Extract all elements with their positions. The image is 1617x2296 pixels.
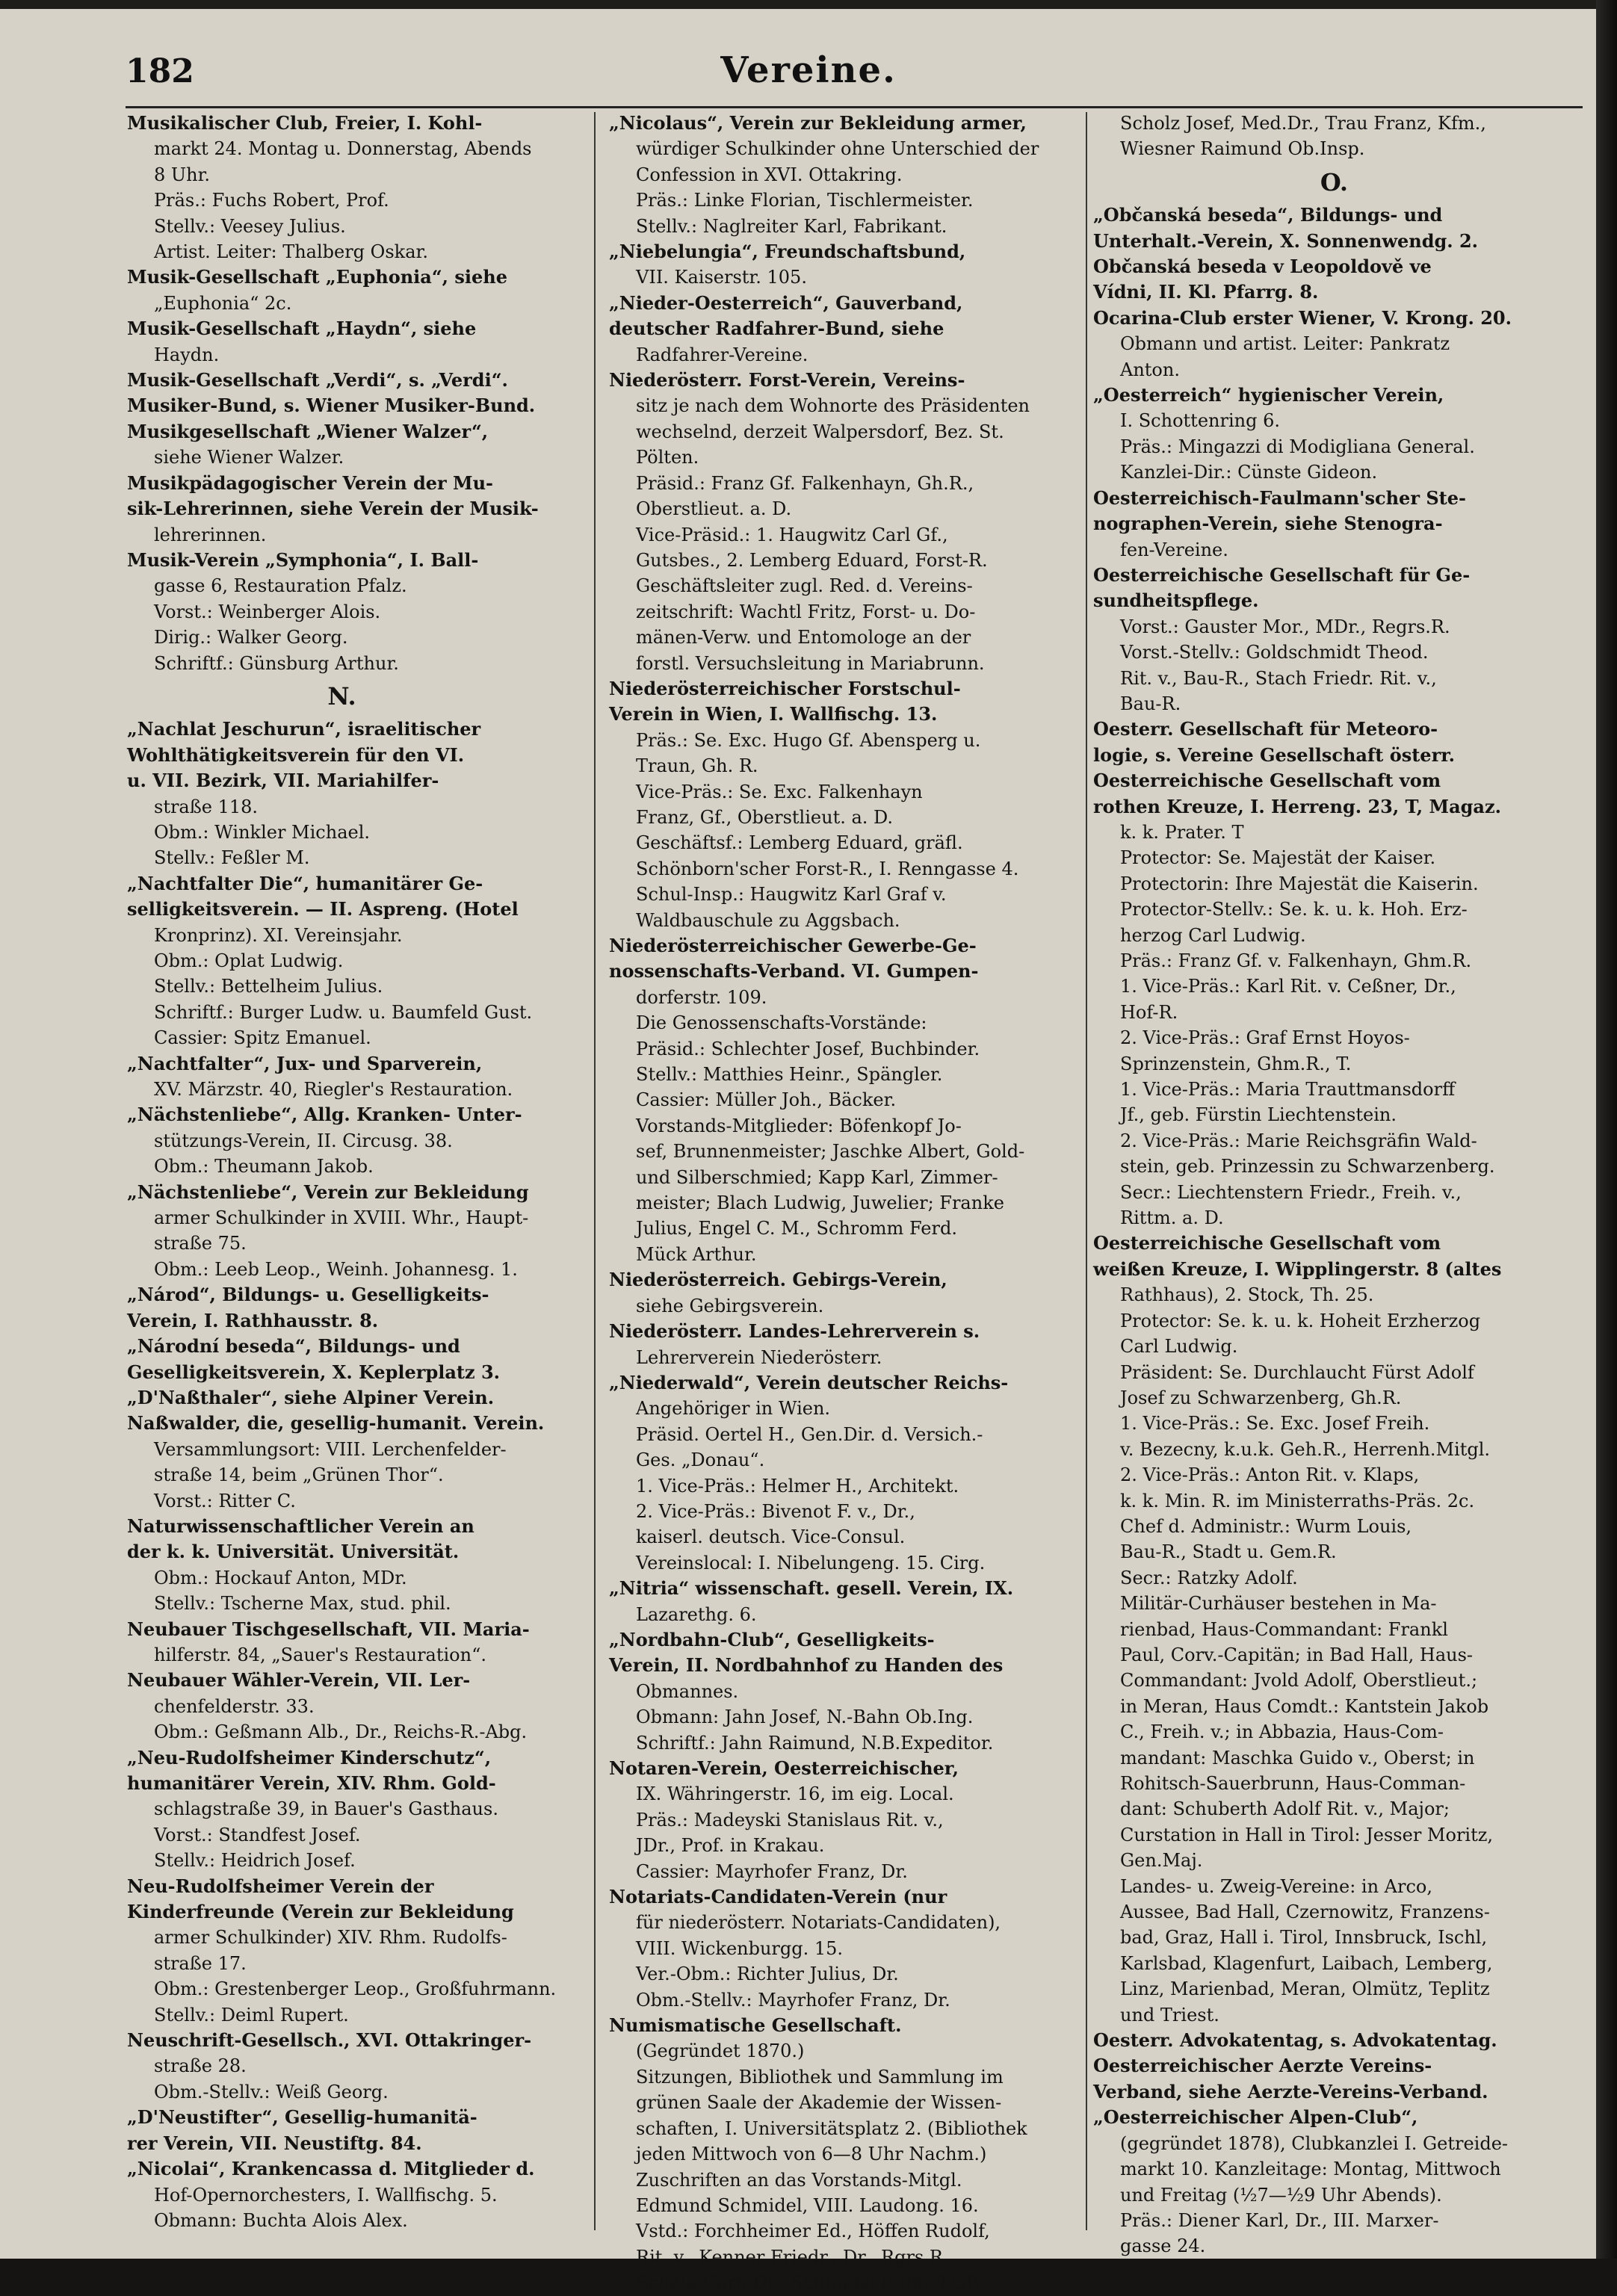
entry-text-line: Vice-Präs.: Se. Exc. Falkenhayn <box>636 781 923 802</box>
entry-heading-line: „Národní beseda“, Bildungs- und <box>127 1335 460 1358</box>
entry-text-line: C., Freih. v.; in Abbazia, Haus-Com- <box>1120 1721 1444 1743</box>
entry-heading-line: Musikgesellschaft „Wiener Walzer“, <box>127 420 489 442</box>
entry-text-line: Präsid. Oertel H., Gen.Dir. d. Versich.- <box>636 1423 983 1445</box>
entry-text-line: Hof-Opernorchesters, I. Wallfischg. 5. <box>154 2184 498 2206</box>
entry-heading-line: „Nachlat Jeschurun“, israelitischer <box>127 718 481 740</box>
entry-text-line: Linz, Marienbad, Meran, Olmütz, Teplitz <box>1120 1978 1490 2000</box>
entry-text-line: Ges. „Donau“. <box>636 1449 765 1471</box>
entry-text-line: sitz je nach dem Wohnorte des Präsidenten <box>636 395 1030 417</box>
entry-text-line: Obm.: Theumann Jakob. <box>154 1156 374 1178</box>
entry-text-line: Vorst.: Standfest Josef. <box>154 1824 361 1845</box>
entry-text-line: würdiger Schulkinder ohne Unterschied der <box>636 138 1039 160</box>
entry-text-line: I. Schottenring 6. <box>1120 410 1280 432</box>
entry-text-line: 1. Vice-Präs.: Se. Exc. Josef Freih. <box>1120 1413 1430 1435</box>
entry-heading-line: Niederösterr. Forst-Verein, Vereins- <box>609 369 965 392</box>
page-number: 182 <box>126 52 194 90</box>
entry-text-line: 2. Vice-Präs.: Bivenot F. v., Dr., <box>636 1500 915 1522</box>
entry-heading-line: Verein, II. Nordbahnhof zu Handen des <box>609 1654 1004 1677</box>
entry-heading-line: der k. k. Universität. Universität. <box>127 1541 460 1563</box>
entry-heading-line: „Nächstenliebe“, Allg. Kranken- Unter- <box>127 1104 522 1126</box>
entry-text-line: Präs.: Se. Exc. Hugo Gf. Abensperg u. <box>636 729 981 751</box>
entry-text-line: Stellv.: Tscherne Max, stud. phil. <box>154 1593 451 1615</box>
entry-text-line: Vereinslocal: I. Nibelungeng. 15. Cirg. <box>636 1552 986 1574</box>
entry-text-line: Artist. Leiter: Thalberg Oskar. <box>154 241 428 263</box>
entry-heading-line: Neuschrift-Gesellsch., XVI. Ottakringer- <box>127 2029 532 2052</box>
entry-text-line: mänen-Verw. und Entomologe an der <box>636 627 971 649</box>
entry-text-line: markt 24. Montag u. Donnerstag, Abends <box>154 138 532 160</box>
entry-heading-line: Verein, I. Rathhausstr. 8. <box>127 1309 379 1331</box>
entry-text-line: Schalk Carl, Dr., Schmidel Edm., LGR., <box>636 2272 992 2294</box>
entry-heading-line: Niederösterr. Landes-Lehrerverein s. <box>609 1320 980 1343</box>
entry-text-line: IX. Währingerstr. 16, im eig. Local. <box>636 1783 954 1805</box>
entry-text-line: Oberstlieut. a. D. <box>636 498 792 520</box>
entry-text-line: Secr.: Ratzky Adolf. <box>1120 1567 1298 1588</box>
entry-text-line: Rit. v., Bau-R., Stach Friedr. Rit. v., <box>1120 667 1437 689</box>
entry-text-line: k. k. Prater. T <box>1120 821 1244 843</box>
entry-text-line: Protector-Stellv.: Se. k. u. k. Hoh. Erz- <box>1120 899 1468 920</box>
entry-heading-line: rothen Kreuze, I. Herreng. 23, T, Magaz. <box>1093 795 1501 817</box>
entry-heading-line: Musikalischer Club, Freier, I. Kohl- <box>127 112 483 134</box>
entry-text-line: Vorst.: Weinberger Alois. <box>154 601 381 622</box>
entry-text-line: lehrerinnen. <box>154 524 267 545</box>
entry-text-line: Vorst.: Ritter C. <box>154 1490 296 1511</box>
entry-text-line: Sprinzenstein, Ghm.R., T. <box>1120 1053 1352 1074</box>
entry-text-line: Cassier: Müller Joh., Bäcker. <box>636 1089 897 1111</box>
entry-heading-line: „Nachtfalter Die“, humanitärer Ge- <box>127 872 483 894</box>
entry-heading-line: nossenschafts-Verband. VI. Gumpen- <box>609 960 979 983</box>
entry-heading-line: Oesterreichische Gesellschaft vom <box>1093 1232 1441 1254</box>
entry-text-line: Bau-R. <box>1120 693 1181 714</box>
entry-heading-line: Musiker-Bund, s. Wiener Musiker-Bund. <box>127 394 536 417</box>
entry-heading-line: „Národ“, Bildungs- u. Geselligkeits- <box>127 1284 489 1306</box>
entry-text-line: Rit. v., Kenner Friedr., Dr., Rgrs.R., <box>636 2246 955 2268</box>
scan-edge-right <box>1596 0 1617 2259</box>
entry-text-line: VIII. Wickenburgg. 15. <box>636 1937 844 1959</box>
entry-heading-line: Naßwalder, die, gesellig-humanit. Verein. <box>127 1412 545 1435</box>
entry-text-line: Franz, Gf., Oberstlieut. a. D. <box>636 806 894 828</box>
entry-text-line: Schönborn'scher Forst-R., I. Renngasse 4. <box>636 858 1019 879</box>
entry-text-line: und Triest. <box>1120 2004 1219 2026</box>
entry-text-line: Waldbauschule zu Aggsbach. <box>636 909 900 931</box>
entry-text-line: (gegründet 1878), Clubkanzlei I. Getreide- <box>1120 2132 1508 2154</box>
entry-heading-line: Neubauer Wähler-Verein, VII. Ler- <box>127 1669 471 1692</box>
entry-text-line: VII. Kaiserstr. 105. <box>636 267 807 288</box>
entry-text-line: armer Schulkinder) XIV. Rhm. Rudolfs- <box>154 1927 507 1949</box>
entry-text-line: fen-Vereine. <box>1120 539 1228 560</box>
entry-text-line: Dirig.: Walker Georg. <box>154 627 348 649</box>
entry-text-line: 2. Vice-Präs.: Marie Reichsgräfin Wald- <box>1120 1130 1477 1151</box>
entry-text-line: Stellv.: Veesey Julius. <box>154 215 346 237</box>
entry-text-line: Geschäftsleiter zugl. Red. d. Vereins- <box>636 575 973 597</box>
entry-text-line: Gen.Maj. <box>1120 1850 1203 1872</box>
entry-heading-line: sundheitspflege. <box>1093 590 1259 612</box>
entry-text-line: Vstd.: Forchheimer Ed., Höffen Rudolf, <box>636 2221 990 2242</box>
entry-text-line: Militär-Curhäuser bestehen in Ma- <box>1120 1593 1437 1615</box>
text-column-3 <box>1093 111 1575 2257</box>
entry-text-line: Gutsbes., 2. Lemberg Eduard, Forst-R. <box>636 549 988 571</box>
entry-heading-line: „D'Naßthaler“, siehe Alpiner Verein. <box>127 1386 495 1408</box>
entry-text-line: Versammlungsort: VIII. Lerchenfelder- <box>154 1438 507 1460</box>
entry-text-line: Julius, Engel C. M., Schromm Ferd. <box>636 1218 957 1240</box>
entry-text-line: Secr.: Liechtenstern Friedr., Freih. v., <box>1120 1181 1462 1203</box>
entry-text-line: Bau-R., Stadt u. Gem.R. <box>1120 1541 1337 1563</box>
entry-heading-line: Verband, siehe Aerzte-Vereins-Verband. <box>1093 2080 1488 2102</box>
entry-heading-line: Musikpädagogischer Verein der Mu- <box>127 471 494 494</box>
entry-heading-line: Niederösterreichischer Gewerbe-Ge- <box>609 935 977 956</box>
entry-heading-line: humanitärer Verein, XIV. Rhm. Gold- <box>127 1772 496 1794</box>
entry-text-line: Sitzungen, Bibliothek und Sammlung im <box>636 2066 1004 2088</box>
entry-heading-line: „Nieder-Oesterreich“, Gauverband, <box>609 291 963 314</box>
entry-text-line: stützungs-Verein, II. Circusg. 38. <box>154 1130 453 1151</box>
scan-edge-top <box>0 0 1617 9</box>
entry-text-line: Präs.: Madeyski Stanislaus Rit. v., <box>636 1809 944 1831</box>
section-letter: O. <box>1320 167 1349 197</box>
entry-text-line: bad, Graz, Hall i. Tirol, Innsbruck, Ischl, <box>1120 1927 1488 1949</box>
entry-text-line: für niederösterr. Notariats-Candidaten), <box>636 1912 1001 1934</box>
entry-text-line: Stellv.: Naglreiter Karl, Fabrikant. <box>636 215 947 237</box>
entry-heading-line: Neu-Rudolfsheimer Verein der <box>127 1875 434 1897</box>
entry-text-line: „Euphonia“ 2c. <box>154 292 292 314</box>
entry-text-line: in Meran, Haus Comdt.: Kantstein Jakob <box>1120 1695 1489 1717</box>
entry-heading-line: Niederösterreich. Gebirgs-Verein, <box>609 1269 947 1291</box>
entry-text-line: wechselnd, derzeit Walpersdorf, Bez. St. <box>636 421 1004 442</box>
entry-text-line: Schriftf.: Jahn Raimund, N.B.Expeditor. <box>636 1732 994 1754</box>
entry-heading-line: Občanská beseda v Leopoldově ve <box>1093 256 1432 278</box>
entry-heading-line: Verein in Wien, I. Wallfischg. 13. <box>609 703 938 725</box>
entry-text-line: Stellv.: Heidrich Josef. <box>154 1850 356 1872</box>
entry-text-line: Obmannes. <box>636 1680 739 1702</box>
entry-text-line: rienbad, Haus-Commandant: Frankl <box>1120 1618 1448 1640</box>
entry-text-line: herzog Carl Ludwig. <box>1120 924 1306 946</box>
entry-text-line: Aussee, Bad Hall, Czernowitz, Franzens- <box>1120 1902 1490 1923</box>
entry-heading-line: Ocarina-Club erster Wiener, V. Krong. 20. <box>1093 306 1512 329</box>
entry-text-line: 2. Vice-Präs.: Anton Rit. v. Klaps, <box>1120 1464 1420 1486</box>
entry-text-line: Paul, Corv.-Capitän; in Bad Hall, Haus- <box>1120 1644 1474 1665</box>
entry-heading-line: sik-Lehrerinnen, siehe Verein der Musik- <box>127 498 539 520</box>
entry-heading-line: selligkeitsverein. — II. Aspreng. (Hotel <box>127 898 519 920</box>
entry-heading-line: „Nitria“ wissenschaft. gesell. Verein, IX. <box>609 1577 1014 1600</box>
entry-text-line: Confession in XVI. Ottakring. <box>636 164 903 185</box>
entry-text-line: Obm.: Leeb Leop., Weinh. Johannesg. 1. <box>154 1258 518 1280</box>
entry-text-line: Stellv.: Deiml Rupert. <box>154 2004 349 2026</box>
entry-text-line: Obmann: Buchta Alois Alex. <box>154 2209 408 2231</box>
entry-text-line: Obm.: Grestenberger Leop., Großfuhrmann. <box>154 1978 557 2000</box>
entry-text-line: straße 75. <box>154 1233 247 1254</box>
entry-text-line: Vorst.: Gauster Mor., MDr., Regrs.R. <box>1120 616 1450 637</box>
entry-text-line: Präsid.: Franz Gf. Falkenhayn, Gh.R., <box>636 472 974 494</box>
entry-text-line: kaiserl. deutsch. Vice-Consul. <box>636 1526 906 1548</box>
entry-heading-line: Neubauer Tischgesellschaft, VII. Maria- <box>127 1618 530 1640</box>
entry-text-line: grünen Saale der Akademie der Wissen- <box>636 2092 1002 2114</box>
entry-text-line: markt 10. Kanzleitage: Montag, Mittwoch <box>1120 2159 1501 2180</box>
entry-text-line: Commandant: Jvold Adolf, Oberstlieut.; <box>1120 1670 1478 1692</box>
entry-heading-line: „Oesterreichischer Alpen-Club“, <box>1093 2106 1418 2129</box>
entry-heading-line: Wohlthätigkeitsverein für den VI. <box>127 743 465 766</box>
entry-heading-line: Vídni, II. Kl. Pfarrg. 8. <box>1093 281 1319 303</box>
entry-text-line: Landes- u. Zweig-Vereine: in Arco, <box>1120 1875 1433 1897</box>
entry-heading-line: Geselligkeitsverein, X. Keplerplatz 3. <box>127 1361 501 1383</box>
entry-text-line: Obm.-Stellv.: Mayrhofer Franz, Dr. <box>636 1989 950 2011</box>
entry-text-line: mandant: Maschka Guido v., Oberst; in <box>1120 1747 1475 1769</box>
entry-heading-line: logie, s. Vereine Gesellschaft österr. <box>1093 743 1456 766</box>
entry-heading-line: Oesterreichisch-Faulmann'scher Ste- <box>1093 486 1466 509</box>
entry-text-line: Schriftf.: Günsburg Arthur. <box>154 652 399 674</box>
entry-heading-line: „Niebelungia“, Freundschaftsbund, <box>609 241 966 263</box>
entry-text-line: Obmann: Jahn Josef, N.-Bahn Ob.Ing. <box>636 1706 974 1728</box>
entry-heading-line: „Nicolai“, Krankencassa d. Mitglieder d. <box>127 2158 535 2180</box>
entry-text-line: Präsident: Se. Durchlaucht Fürst Adolf <box>1120 1361 1474 1383</box>
entry-text-line: siehe Wiener Walzer. <box>154 447 344 468</box>
entry-text-line: 1. Vice-Präs.: Maria Trauttmansdorff <box>1120 1079 1456 1101</box>
entry-heading-line: Musik-Gesellschaft „Verdi“, s. „Verdi“. <box>127 369 508 392</box>
entry-text-line: gasse 24. <box>1120 2235 1206 2257</box>
entry-heading-line: deutscher Radfahrer-Bund, siehe <box>609 318 944 340</box>
entry-text-line: straße 17. <box>154 1952 247 1974</box>
entry-text-line: Rohitsch-Sauerbrunn, Haus-Comman- <box>1120 1773 1466 1794</box>
entry-text-line: Traun, Gh. R. <box>636 755 758 777</box>
text-column-2 <box>609 111 1080 2294</box>
section-letter: N. <box>327 681 356 711</box>
entry-heading-line: u. VII. Bezirk, VII. Mariahilfer- <box>127 770 439 792</box>
entry-text-line: Präs.: Linke Florian, Tischlermeister. <box>636 190 974 211</box>
entry-heading-line: Oesterreichische Gesellschaft vom <box>1093 770 1441 792</box>
entry-text-line: Geschäftsf.: Lemberg Eduard, gräfl. <box>636 832 963 854</box>
entry-text-line: Scholz Josef, Med.Dr., Trau Franz, Kfm., <box>1120 113 1486 134</box>
column-divider-1 <box>594 112 596 2230</box>
entry-text-line: Haydn. <box>154 344 220 365</box>
entry-heading-line: weißen Kreuze, I. Wipplingerstr. 8 (altes <box>1093 1257 1502 1280</box>
entry-text-line: Josef zu Schwarzenberg, Gh.R. <box>1120 1387 1402 1408</box>
entry-text-line: Jf., geb. Fürstin Liechtenstein. <box>1120 1104 1397 1126</box>
entry-text-line: straße 118. <box>154 796 259 817</box>
entry-heading-line: rer Verein, VII. Neustiftg. 84. <box>127 2132 422 2154</box>
entry-text-line: und Silberschmied; Kapp Karl, Zimmer- <box>636 1166 998 1188</box>
entry-text-line: sef, Brunnenmeister; Jaschke Albert, Gold- <box>636 1141 1025 1163</box>
entry-heading-line: Oesterr. Gesellschaft für Meteoro- <box>1093 718 1438 740</box>
entry-text-line: Pölten. <box>636 447 699 468</box>
entry-text-line: dorferstr. 109. <box>636 986 767 1008</box>
entry-text-line: Rathhaus), 2. Stock, Th. 25. <box>1120 1284 1374 1306</box>
entry-text-line: hilferstr. 84, „Sauer's Restauration“. <box>154 1644 486 1665</box>
entry-heading-line: „Oesterreich“ hygienischer Verein, <box>1093 384 1444 406</box>
entry-text-line: Karlsbad, Klagenfurt, Laibach, Lemberg, <box>1120 1952 1493 1974</box>
entry-text-line: (Gegründet 1870.) <box>636 2040 805 2062</box>
entry-text-line: Zuschriften an das Vorstands-Mitgl. <box>636 2169 962 2191</box>
entry-text-line: Chef d. Administr.: Wurm Louis, <box>1120 1515 1412 1537</box>
entry-text-line: straße 28. <box>154 2055 247 2077</box>
entry-text-line: Obm.: Hockauf Anton, MDr. <box>154 1567 407 1588</box>
entry-text-line: straße 14, beim „Grünen Thor“. <box>154 1464 444 1486</box>
entry-text-line: dant: Schuberth Adolf Rit. v., Major; <box>1120 1798 1450 1820</box>
entry-heading-line: „Niederwald“, Verein deutscher Reichs- <box>609 1371 1009 1393</box>
entry-text-line: Kanzlei-Dir.: Cünste Gideon. <box>1120 462 1378 483</box>
column-divider-2 <box>1086 112 1087 2230</box>
entry-text-line: Protectorin: Ihre Majestät die Kaiserin. <box>1120 873 1479 894</box>
entry-text-line: 1. Vice-Präs.: Helmer H., Architekt. <box>636 1475 959 1497</box>
entry-text-line: Vorstands-Mitglieder: Böfenkopf Jo- <box>636 1115 962 1136</box>
entry-text-line: Mück Arthur. <box>636 1243 757 1265</box>
entry-text-line: und Freitag (½7—½9 Uhr Abends). <box>1120 2184 1442 2206</box>
entry-text-line: Carl Ludwig. <box>1120 1336 1238 1358</box>
entry-text-line: siehe Gebirgsverein. <box>636 1295 824 1316</box>
entry-text-line: Obm.: Winkler Michael. <box>154 821 371 843</box>
entry-text-line: Ver.-Obm.: Richter Julius, Dr. <box>636 1964 899 1985</box>
entry-text-line: Cassier: Spitz Emanuel. <box>154 1027 371 1049</box>
entry-heading-line: Naturwissenschaftlicher Verein an <box>127 1514 474 1537</box>
entry-text-line: Protector: Se. Majestät der Kaiser. <box>1120 847 1436 869</box>
entry-text-line: 8 Uhr. <box>154 164 211 185</box>
text-column-1 <box>127 111 557 2240</box>
entry-text-line: Obm.-Stellv.: Weiß Georg. <box>154 2081 389 2102</box>
entry-heading-line: „Neu-Rudolfsheimer Kinderschutz“, <box>127 1746 492 1769</box>
entry-text-line: jeden Mittwoch von 6—8 Uhr Nachm.) <box>636 2144 987 2165</box>
entry-text-line: gasse 6, Restauration Pfalz. <box>154 575 407 597</box>
entry-heading-line: „Nächstenliebe“, Verein zur Bekleidung <box>127 1181 529 1203</box>
entry-text-line: Wiesner Raimund Ob.Insp. <box>1120 138 1365 160</box>
entry-text-line: Die Genossenschafts-Vorstände: <box>636 1012 927 1034</box>
entry-text-line: schlagstraße 39, in Bauer's Gasthaus. <box>154 1798 498 1820</box>
entry-text-line: Obmann und artist. Leiter: Pankratz <box>1120 333 1450 355</box>
entry-text-line: schaften, I. Universitätsplatz 2. (Bibliothek <box>636 2117 1027 2139</box>
entry-text-line: meister; Blach Ludwig, Juwelier; Franke <box>636 1192 1004 1214</box>
entry-text-line: 1. Vice-Präs.: Karl Rit. v. Ceßner, Dr., <box>1120 976 1456 997</box>
entry-heading-line: „Občanská beseda“, Bildungs- und <box>1093 204 1443 226</box>
entry-text-line: Schriftf.: Burger Ludw. u. Baumfeld Gust. <box>154 1001 533 1023</box>
entry-text-line: stein, geb. Prinzessin zu Schwarzenberg. <box>1120 1156 1495 1178</box>
entry-heading-line: „Nachtfalter“, Jux- und Sparverein, <box>127 1052 483 1074</box>
entry-text-line: Präs.: Fuchs Robert, Prof. <box>154 190 389 211</box>
entry-text-line: v. Bezecny, k.u.k. Geh.R., Herrenh.Mitgl. <box>1120 1438 1491 1460</box>
entry-text-line: Schul-Insp.: Haugwitz Karl Graf v. <box>636 884 947 906</box>
entry-text-line: Präs.: Franz Gf. v. Falkenhayn, Ghm.R. <box>1120 950 1472 971</box>
entry-heading-line: Musik-Verein „Symphonia“, I. Ball- <box>127 548 479 571</box>
entry-text-line: Curstation in Hall in Tirol: Jesser Moritz, <box>1120 1824 1494 1845</box>
entry-text-line: Stellv.: Matthies Heinr., Spängler. <box>636 1064 943 1086</box>
entry-text-line: forstl. Versuchsleitung in Mariabrunn. <box>636 652 985 674</box>
entry-heading-line: Musik-Gesellschaft „Haydn“, siehe <box>127 318 477 340</box>
entry-text-line: Lazarethg. 6. <box>636 1603 757 1625</box>
entry-text-line: Vorst.-Stellv.: Goldschmidt Theod. <box>1120 642 1429 663</box>
entry-heading-line: Unterhalt.-Verein, X. Sonnenwendg. 2. <box>1093 229 1479 252</box>
entry-text-line: Stellv.: Bettelheim Julius. <box>154 976 383 997</box>
entry-text-line: Hof-R. <box>1120 1001 1178 1023</box>
entry-text-line: Rittm. a. D. <box>1120 1207 1224 1229</box>
entry-heading-line: „D'Neustifter“, Gesellig-humanitä- <box>127 2106 477 2129</box>
entry-text-line: Lehrerverein Niederösterr. <box>636 1346 882 1368</box>
entry-heading-line: Kinderfreunde (Verein zur Bekleidung <box>127 1901 514 1923</box>
entry-heading-line: Oesterr. Advokatentag, s. Advokatentag. <box>1093 2029 1497 2052</box>
entry-text-line: 2. Vice-Präs.: Graf Ernst Hoyos- <box>1120 1027 1410 1049</box>
entry-text-line: Anton. <box>1120 359 1180 380</box>
entry-text-line: Edmund Schmidel, VIII. Laudong. 16. <box>636 2194 979 2216</box>
entry-text-line: k. k. Min. R. im Ministerraths-Präs. 2c. <box>1120 1490 1475 1511</box>
page-title: Vereine. <box>720 49 897 91</box>
entry-text-line: XV. Märzstr. 40, Riegler's Restauration. <box>154 1079 513 1101</box>
entry-text-line: JDr., Prof. in Krakau. <box>636 1835 825 1857</box>
entry-text-line: Cassier: Mayrhofer Franz, Dr. <box>636 1860 908 1882</box>
entry-heading-line: Musik-Gesellschaft „Euphonia“, siehe <box>127 266 507 288</box>
entry-text-line: Präsid.: Schlechter Josef, Buchbinder. <box>636 1038 980 1059</box>
entry-text-line: Stellv.: Feßler M. <box>154 847 310 869</box>
entry-text-line: Protector: Se. k. u. k. Hoheit Erzherzog <box>1120 1310 1481 1331</box>
entry-text-line: Radfahrer-Vereine. <box>636 344 808 365</box>
entry-heading-line: Niederösterreichischer Forstschul- <box>609 677 961 699</box>
entry-text-line: chenfelderstr. 33. <box>154 1695 315 1717</box>
entry-text-line: Präs.: Diener Karl, Dr., III. Marxer- <box>1120 2209 1439 2231</box>
entry-heading-line: Numismatische Gesellschaft. <box>609 2014 902 2037</box>
entry-heading-line: „Nicolaus“, Verein zur Bekleidung armer, <box>609 112 1027 134</box>
entry-heading-line: Notaren-Verein, Oesterreichischer, <box>609 1757 959 1779</box>
entry-heading-line: Notariats-Candidaten-Verein (nur <box>609 1886 947 1908</box>
entry-text-line: armer Schulkinder in XVIII. Whr., Haupt- <box>154 1207 529 1229</box>
entry-text-line: Vice-Präsid.: 1. Haugwitz Carl Gf., <box>636 524 948 545</box>
entry-text-line: Obm.: Geßmann Alb., Dr., Reichs-R.-Abg. <box>154 1721 528 1743</box>
entry-heading-line: Oesterreichische Gesellschaft für Ge- <box>1093 563 1471 586</box>
header-rule <box>126 106 1583 108</box>
entry-heading-line: „Nordbahn-Club“, Geselligkeits- <box>609 1628 935 1650</box>
entry-text-line: Obm.: Oplat Ludwig. <box>154 950 344 971</box>
entry-text-line: Kronprinz). XI. Vereinsjahr. <box>154 924 403 946</box>
entry-text-line: Präs.: Mingazzi di Modigliana General. <box>1120 436 1475 457</box>
entry-text-line: zeitschrift: Wachtl Fritz, Forst- u. Do- <box>636 601 976 622</box>
entry-text-line: Angehöriger in Wien. <box>636 1398 831 1420</box>
entry-heading-line: Oesterreichischer Aerzte Vereins- <box>1093 2055 1432 2077</box>
entry-heading-line: nographen-Verein, siehe Stenogra- <box>1093 513 1443 535</box>
